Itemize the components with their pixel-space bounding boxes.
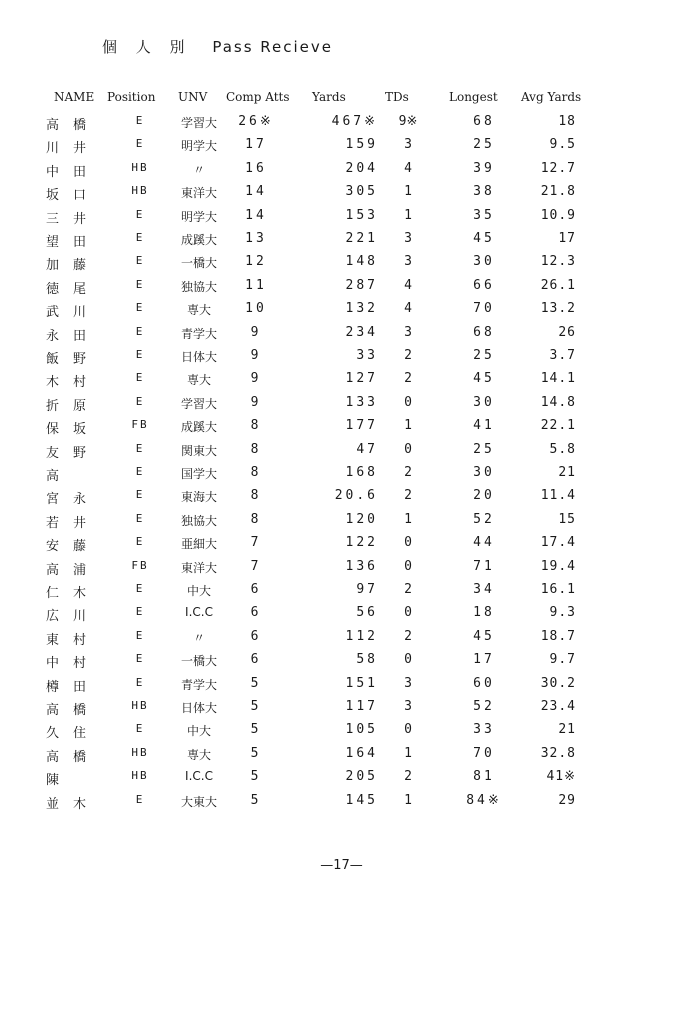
table-row	[0, 793, 683, 816]
table-row	[0, 676, 683, 699]
player-position-cell: E	[135, 792, 145, 806]
avg-yards-cell: 9.3	[549, 605, 576, 621]
tds-cell: 2	[404, 465, 412, 480]
header-name: NAME	[54, 90, 95, 104]
comp-atts-cell: 9	[250, 394, 262, 410]
yards-cell: 151	[345, 675, 378, 691]
player-name-cell: 飯野	[46, 352, 101, 367]
yards-cell: 56	[356, 605, 378, 621]
longest-cell: 70	[473, 745, 495, 761]
comp-atts-cell: 16	[245, 160, 267, 176]
player-name-cell: 武川	[46, 305, 101, 321]
player-university-cell: 日体大	[180, 350, 217, 364]
avg-yards-cell: 21.8	[540, 184, 576, 200]
yards-cell: 168	[345, 465, 378, 480]
longest-cell: 30	[473, 394, 495, 410]
comp-atts-cell: 6	[250, 605, 262, 621]
comp-atts-cell: 9	[250, 371, 262, 387]
yards-cell: 467※	[331, 114, 378, 129]
yards-cell: 122	[345, 535, 378, 551]
yards-cell: 120	[345, 511, 378, 527]
tds-cell: 4	[404, 277, 412, 293]
player-university-cell: 大東大	[180, 794, 217, 809]
player-name-cell: 並木	[46, 796, 101, 812]
player-name-cell: 徳尾	[46, 281, 101, 297]
player-university-cell: 成蹊大	[180, 420, 217, 435]
comp-atts-cell: 14	[245, 184, 267, 200]
player-university-cell: 専大	[186, 747, 211, 762]
player-position-cell: HB	[131, 769, 149, 783]
table-row	[0, 325, 683, 348]
avg-yards-cell: 18	[558, 114, 576, 129]
longest-cell: 68	[473, 114, 495, 129]
player-name-cell: 樽田	[46, 679, 101, 695]
longest-cell: 66	[473, 277, 495, 293]
table-row	[0, 746, 683, 769]
player-position-cell: FB	[131, 418, 149, 432]
player-university-cell: 独協大	[180, 513, 217, 528]
header-tds: TDs	[385, 90, 409, 104]
tds-cell: 1	[404, 511, 412, 527]
player-name-cell: 久住	[46, 726, 101, 742]
longest-cell: 20	[473, 488, 495, 504]
player-position-cell: HB	[131, 184, 149, 198]
avg-yards-cell: 41※	[546, 769, 576, 785]
table-row	[0, 488, 683, 511]
player-position-cell: E	[135, 652, 145, 666]
player-position-cell: E	[135, 535, 145, 549]
table-row	[0, 114, 683, 137]
yards-cell: 112	[345, 628, 378, 644]
yards-cell: 47	[356, 441, 378, 457]
player-position-cell: E	[135, 441, 145, 455]
tds-cell: 4	[404, 160, 412, 176]
avg-yards-cell: 17.4	[540, 535, 576, 551]
tds-cell: 2	[404, 488, 412, 504]
player-position-cell: E	[135, 488, 145, 502]
player-university-cell: 専大	[186, 373, 211, 388]
player-position-cell: E	[135, 605, 145, 619]
player-position-cell: E	[135, 254, 145, 268]
player-name-cell: 望田	[46, 235, 101, 250]
tds-cell: 3	[404, 231, 412, 246]
table-row	[0, 137, 683, 160]
avg-yards-cell: 32.8	[540, 745, 576, 761]
header-unv: UNV	[178, 90, 208, 104]
player-name-cell: 永田	[46, 328, 101, 344]
player-name-cell: 若井	[46, 515, 101, 531]
header-longest: Longest	[449, 90, 498, 104]
player-position-cell: E	[135, 277, 145, 291]
yards-cell: 20.6	[334, 488, 378, 504]
longest-cell: 30	[473, 254, 495, 270]
comp-atts-cell: 5	[250, 769, 262, 785]
player-university-cell: 〃	[192, 162, 205, 177]
yards-cell: 159	[345, 137, 378, 153]
player-university-cell: 専大	[186, 303, 211, 318]
player-position-cell: E	[135, 371, 145, 385]
player-name-cell: 川井	[46, 141, 101, 157]
player-position-cell: E	[135, 394, 145, 408]
table-row	[0, 208, 683, 231]
longest-cell: 68	[473, 324, 495, 340]
yards-cell: 105	[345, 722, 378, 738]
avg-yards-cell: 3.7	[549, 348, 576, 363]
player-position-cell: E	[135, 231, 145, 244]
yards-cell: 136	[345, 558, 378, 574]
player-university-cell: 成蹊大	[180, 233, 217, 247]
table-row	[0, 605, 683, 628]
yards-cell: 205	[345, 769, 378, 785]
longest-cell: 45	[473, 628, 495, 644]
yards-cell: 204	[345, 160, 378, 176]
comp-atts-cell: 5	[250, 745, 262, 761]
avg-yards-cell: 10.9	[540, 207, 576, 223]
player-name-cell: 広川	[46, 609, 101, 625]
player-name-cell: 保坂	[46, 422, 101, 438]
player-position-cell: E	[135, 207, 145, 221]
tds-cell: 1	[404, 184, 412, 200]
player-position-cell: HB	[131, 745, 149, 759]
table-row	[0, 301, 683, 324]
header-comp-atts: Comp Atts	[226, 90, 290, 104]
comp-atts-cell: 6	[250, 582, 262, 597]
player-name-cell: 木村	[46, 375, 101, 391]
player-position-cell: E	[135, 301, 145, 315]
player-position-cell: HB	[131, 160, 149, 174]
player-position-cell: E	[135, 114, 145, 127]
player-position-cell: FB	[131, 558, 149, 572]
tds-cell: 4	[404, 301, 412, 317]
page-title	[102, 36, 333, 57]
avg-yards-cell: 21	[558, 722, 576, 738]
yards-cell: 177	[345, 418, 378, 434]
avg-yards-cell: 9.7	[549, 652, 576, 668]
title-japanese: 個 人 別	[102, 38, 192, 56]
player-position-cell: E	[135, 582, 145, 595]
player-university-cell: 東海大	[180, 490, 217, 505]
avg-yards-cell: 12.3	[540, 254, 576, 270]
comp-atts-cell: 8	[250, 441, 262, 457]
table-row	[0, 629, 683, 652]
avg-yards-cell: 17	[558, 231, 576, 246]
tds-cell: 2	[404, 348, 412, 363]
table-row	[0, 254, 683, 277]
avg-yards-cell: 19.4	[540, 558, 576, 574]
table-row	[0, 231, 683, 254]
yards-cell: 287	[345, 277, 378, 293]
page-number: —17—	[320, 858, 363, 873]
longest-cell: 44	[473, 535, 495, 551]
table-header	[0, 90, 683, 113]
player-position-cell: E	[135, 465, 145, 478]
avg-yards-cell: 12.7	[540, 160, 576, 176]
player-university-cell: I.C.C	[185, 605, 213, 620]
player-university-cell: 学習大	[180, 116, 217, 130]
comp-atts-cell: 9	[250, 348, 262, 363]
player-name-cell: 仁木	[46, 586, 101, 601]
tds-cell: 2	[404, 371, 412, 387]
longest-cell: 70	[473, 301, 495, 317]
yards-cell: 117	[345, 699, 378, 714]
player-university-cell: 青学大	[180, 677, 217, 692]
table-row	[0, 371, 683, 394]
player-university-cell: 東洋大	[180, 186, 217, 201]
player-university-cell: 明学大	[180, 139, 217, 154]
tds-cell: 1	[404, 207, 412, 223]
tds-cell: 0	[404, 441, 412, 457]
player-position-cell: E	[135, 137, 145, 151]
player-position-cell: HB	[131, 699, 149, 712]
comp-atts-cell: 7	[250, 558, 262, 574]
avg-yards-cell: 11.4	[540, 488, 576, 504]
longest-cell: 33	[473, 722, 495, 738]
table-row	[0, 278, 683, 301]
table-row	[0, 348, 683, 371]
table-row	[0, 535, 683, 558]
longest-cell: 30	[473, 465, 495, 480]
avg-yards-cell: 9.5	[549, 137, 576, 153]
tds-cell: 1	[404, 792, 412, 808]
player-name-cell: 高浦	[46, 562, 101, 578]
comp-atts-cell: 17	[245, 137, 267, 153]
avg-yards-cell: 22.1	[540, 418, 576, 434]
avg-yards-cell: 30.2	[540, 675, 576, 691]
player-name-cell: 中村	[46, 656, 101, 672]
tds-cell: 2	[404, 628, 412, 644]
yards-cell: 97	[356, 582, 378, 597]
longest-cell: 17	[473, 652, 495, 668]
player-name-cell: 陳	[46, 773, 74, 789]
avg-yards-cell: 14.1	[540, 371, 576, 387]
player-position-cell: E	[135, 511, 145, 525]
tds-cell: 0	[404, 605, 412, 621]
yards-cell: 153	[345, 207, 378, 223]
longest-cell: 18	[473, 605, 495, 621]
tds-cell: 0	[404, 558, 412, 574]
table-row	[0, 769, 683, 792]
player-university-cell: 明学大	[180, 209, 217, 224]
tds-cell: 2	[404, 582, 412, 597]
tds-cell: 3	[404, 699, 412, 714]
player-name-cell: 宮永	[46, 492, 101, 508]
avg-yards-cell: 14.8	[540, 394, 576, 410]
longest-cell: 39	[473, 160, 495, 176]
player-university-cell: 中大	[186, 584, 211, 598]
avg-yards-cell: 23.4	[540, 699, 576, 714]
yards-cell: 132	[345, 301, 378, 317]
player-university-cell: 関東大	[180, 443, 217, 458]
longest-cell: 45	[473, 371, 495, 387]
comp-atts-cell: 12	[245, 254, 267, 270]
player-name-cell: 高橋	[46, 703, 101, 718]
comp-atts-cell: 6	[250, 628, 262, 644]
tds-cell: 0	[404, 722, 412, 738]
yards-cell: 164	[345, 745, 378, 761]
longest-cell: 60	[473, 675, 495, 691]
tds-cell: 3	[404, 324, 412, 340]
longest-cell: 34	[473, 582, 495, 597]
avg-yards-cell: 18.7	[540, 628, 576, 644]
comp-atts-cell: 8	[250, 511, 262, 527]
longest-cell: 52	[473, 699, 495, 714]
comp-atts-cell: 5	[250, 675, 262, 691]
tds-cell: 0	[404, 535, 412, 551]
player-position-cell: E	[135, 324, 145, 338]
longest-cell: 84※	[466, 792, 502, 808]
player-university-cell: 日体大	[180, 701, 217, 715]
avg-yards-cell: 13.2	[540, 301, 576, 317]
longest-cell: 45	[473, 231, 495, 246]
table-row	[0, 652, 683, 675]
player-name-cell: 高橋	[46, 118, 101, 133]
player-university-cell: 〃	[192, 630, 205, 645]
header-avg-yards: Avg Yards	[521, 90, 582, 104]
comp-atts-cell: 14	[245, 207, 267, 223]
table-row	[0, 184, 683, 207]
header-position: Position	[107, 90, 156, 104]
comp-atts-cell: 26※	[238, 114, 274, 129]
longest-cell: 41	[473, 418, 495, 434]
avg-yards-cell: 16.1	[540, 582, 576, 597]
table-row	[0, 559, 683, 582]
player-name-cell: 中田	[46, 164, 101, 180]
table-row	[0, 512, 683, 535]
table-row	[0, 418, 683, 441]
comp-atts-cell: 8	[250, 465, 262, 480]
comp-atts-cell: 6	[250, 652, 262, 668]
yards-cell: 305	[345, 184, 378, 200]
yards-cell: 127	[345, 371, 378, 387]
comp-atts-cell: 13	[245, 231, 267, 246]
table-row	[0, 161, 683, 184]
tds-cell: 3	[404, 254, 412, 270]
player-name-cell: 友野	[46, 445, 101, 461]
tds-cell: 1	[404, 745, 412, 761]
longest-cell: 52	[473, 511, 495, 527]
player-university-cell: 中大	[186, 724, 211, 739]
player-university-cell: 亜細大	[180, 537, 217, 552]
table-row	[0, 582, 683, 605]
longest-cell: 71	[473, 558, 495, 574]
player-name-cell: 東村	[46, 632, 101, 648]
table-row	[0, 465, 683, 488]
longest-cell: 81	[473, 769, 495, 785]
player-university-cell: I.C.C	[185, 769, 213, 784]
tds-cell: 0	[404, 652, 412, 668]
comp-atts-cell: 5	[250, 792, 262, 808]
title-english: Pass Recieve	[212, 38, 334, 56]
player-name-cell: 安藤	[46, 539, 101, 555]
comp-atts-cell: 10	[245, 301, 267, 317]
player-university-cell: 一橋大	[180, 654, 217, 669]
comp-atts-cell: 7	[250, 535, 262, 551]
avg-yards-cell: 21	[558, 465, 576, 480]
player-university-cell: 東洋大	[180, 560, 217, 575]
table-row	[0, 722, 683, 745]
player-university-cell: 一橋大	[180, 256, 217, 271]
player-name-cell: 高橋	[46, 749, 101, 765]
player-name-cell: 三井	[46, 211, 101, 227]
avg-yards-cell: 29	[558, 792, 576, 808]
player-name-cell: 坂口	[46, 188, 101, 204]
player-name-cell: 高	[46, 469, 74, 484]
player-university-cell: 青学大	[180, 326, 217, 341]
avg-yards-cell: 5.8	[549, 441, 576, 457]
header-yards: Yards	[312, 90, 346, 104]
player-position-cell: E	[135, 348, 145, 361]
comp-atts-cell: 5	[250, 722, 262, 738]
yards-cell: 145	[345, 792, 378, 808]
longest-cell: 35	[473, 207, 495, 223]
table-row	[0, 442, 683, 465]
yards-cell: 33	[356, 348, 378, 363]
yards-cell: 221	[345, 231, 378, 246]
longest-cell: 38	[473, 184, 495, 200]
player-university-cell: 国学大	[180, 467, 217, 481]
tds-cell: 3	[404, 137, 412, 153]
avg-yards-cell: 26.1	[540, 277, 576, 293]
longest-cell: 25	[473, 137, 495, 153]
player-name-cell: 折原	[46, 398, 101, 414]
table-row	[0, 699, 683, 722]
yards-cell: 148	[345, 254, 378, 270]
tds-cell: 3	[404, 675, 412, 691]
comp-atts-cell: 11	[245, 277, 267, 293]
player-university-cell: 学習大	[180, 396, 217, 411]
comp-atts-cell: 8	[250, 488, 262, 504]
tds-cell: 2	[404, 769, 412, 785]
comp-atts-cell: 8	[250, 418, 262, 434]
yards-cell: 133	[345, 394, 378, 410]
avg-yards-cell: 26	[558, 324, 576, 340]
table-row	[0, 395, 683, 418]
yards-cell: 234	[345, 324, 378, 340]
comp-atts-cell: 9	[250, 324, 262, 340]
tds-cell: 1	[404, 418, 412, 434]
tds-cell: 0	[404, 394, 412, 410]
yards-cell: 58	[356, 652, 378, 668]
player-position-cell: E	[135, 722, 145, 736]
player-university-cell: 独協大	[180, 279, 217, 294]
player-name-cell: 加藤	[46, 258, 101, 274]
longest-cell: 25	[473, 348, 495, 363]
tds-cell: 9※	[398, 114, 418, 129]
player-position-cell: E	[135, 675, 145, 689]
longest-cell: 25	[473, 441, 495, 457]
comp-atts-cell: 5	[250, 699, 262, 714]
avg-yards-cell: 15	[558, 511, 576, 527]
player-position-cell: E	[135, 628, 145, 642]
